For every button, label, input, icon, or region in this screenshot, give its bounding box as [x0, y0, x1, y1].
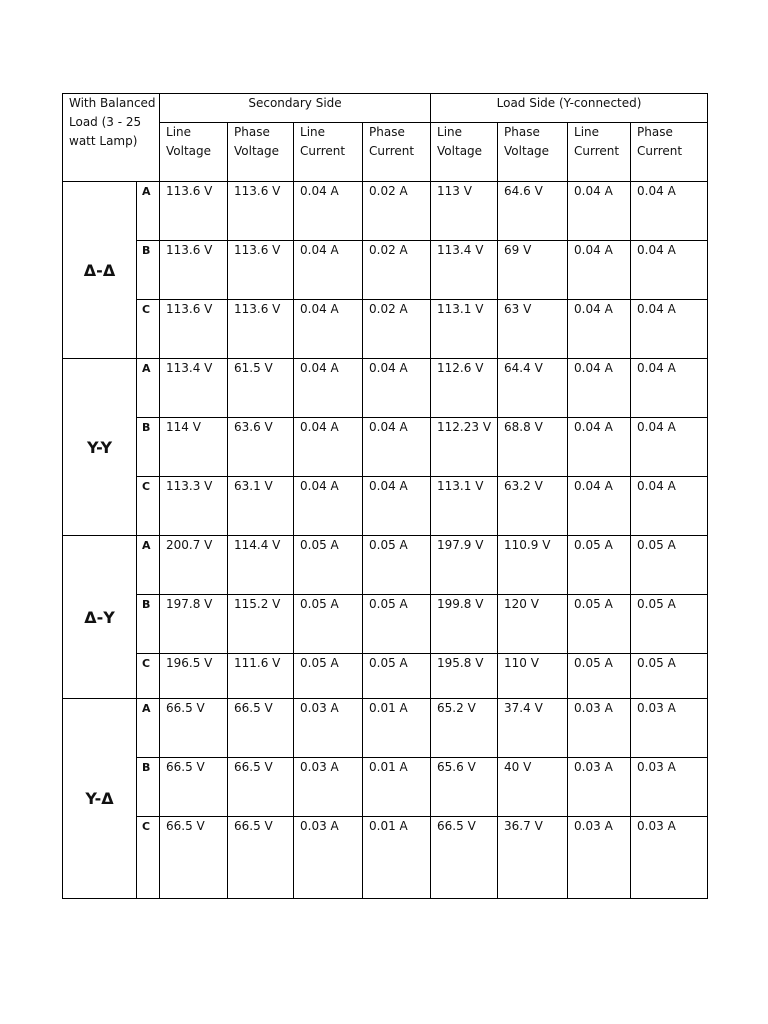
- column-header-row: [63, 123, 708, 182]
- value-cell: 0.04 A: [568, 359, 631, 418]
- value-cell: 0.05 A: [568, 654, 631, 699]
- value-cell: 0.05 A: [568, 536, 631, 595]
- value-cell: 0.02 A: [363, 300, 431, 359]
- value-cell: 0.04 A: [363, 418, 431, 477]
- value-cell: 113.6 V: [160, 300, 228, 359]
- value-cell: 66.5 V: [160, 758, 228, 817]
- value-cell: 196.5 V: [160, 654, 228, 699]
- corner-label: With Balanced Load (3 - 25 watt Lamp): [63, 94, 160, 182]
- value-cell: 0.05 A: [294, 536, 363, 595]
- value-cell: 66.5 V: [228, 699, 294, 758]
- phase-label: A: [137, 359, 160, 418]
- value-cell: 63.1 V: [228, 477, 294, 536]
- phase-label: C: [137, 817, 160, 899]
- table-row: [63, 699, 708, 758]
- table-row: [63, 241, 708, 300]
- value-cell: 0.02 A: [363, 241, 431, 300]
- phase-label: A: [137, 182, 160, 241]
- column-header: Line Voltage: [431, 123, 498, 182]
- table-row: [63, 817, 708, 899]
- value-cell: 0.03 A: [568, 699, 631, 758]
- value-cell: 0.04 A: [294, 241, 363, 300]
- phase-label: C: [137, 654, 160, 699]
- value-cell: 0.04 A: [631, 182, 708, 241]
- value-cell: 0.05 A: [631, 654, 708, 699]
- value-cell: 0.04 A: [631, 418, 708, 477]
- phase-label: B: [137, 595, 160, 654]
- value-cell: 0.04 A: [294, 359, 363, 418]
- value-cell: 65.2 V: [431, 699, 498, 758]
- value-cell: 0.02 A: [363, 182, 431, 241]
- value-cell: 0.04 A: [631, 359, 708, 418]
- value-cell: 199.8 V: [431, 595, 498, 654]
- table-row: [63, 758, 708, 817]
- value-cell: 197.8 V: [160, 595, 228, 654]
- configuration-label: Y-Δ: [63, 699, 137, 899]
- value-cell: 0.04 A: [568, 418, 631, 477]
- secondary-side-header: Secondary Side: [160, 94, 431, 123]
- value-cell: 0.04 A: [631, 300, 708, 359]
- value-cell: 115.2 V: [228, 595, 294, 654]
- configuration-label: Δ-Y: [63, 536, 137, 699]
- column-header: Phase Voltage: [228, 123, 294, 182]
- value-cell: 0.04 A: [294, 477, 363, 536]
- value-cell: 0.03 A: [631, 699, 708, 758]
- phase-label: B: [137, 418, 160, 477]
- value-cell: 0.04 A: [631, 477, 708, 536]
- value-cell: 113.6 V: [160, 241, 228, 300]
- value-cell: 113 V: [431, 182, 498, 241]
- value-cell: 0.05 A: [568, 595, 631, 654]
- value-cell: 112.23 V: [431, 418, 498, 477]
- value-cell: 112.6 V: [431, 359, 498, 418]
- table-row: [63, 359, 708, 418]
- value-cell: 0.04 A: [294, 182, 363, 241]
- value-cell: 113.6 V: [228, 241, 294, 300]
- group-header-row: [63, 94, 708, 123]
- phase-label: C: [137, 477, 160, 536]
- value-cell: 66.5 V: [228, 758, 294, 817]
- configuration-label: Δ-Δ: [63, 182, 137, 359]
- value-cell: 111.6 V: [228, 654, 294, 699]
- value-cell: 0.05 A: [363, 595, 431, 654]
- value-cell: 114 V: [160, 418, 228, 477]
- value-cell: 0.03 A: [568, 758, 631, 817]
- value-cell: 113.6 V: [228, 300, 294, 359]
- value-cell: 110.9 V: [498, 536, 568, 595]
- table-row: [63, 182, 708, 241]
- value-cell: 0.04 A: [568, 241, 631, 300]
- value-cell: 0.05 A: [294, 654, 363, 699]
- column-header: Phase Current: [631, 123, 708, 182]
- value-cell: 37.4 V: [498, 699, 568, 758]
- load-side-header: Load Side (Y-connected): [431, 94, 708, 123]
- measurements-table: [62, 93, 708, 899]
- column-header: Phase Voltage: [498, 123, 568, 182]
- value-cell: 0.05 A: [294, 595, 363, 654]
- value-cell: 63 V: [498, 300, 568, 359]
- value-cell: 0.04 A: [294, 418, 363, 477]
- value-cell: 0.04 A: [568, 182, 631, 241]
- value-cell: 61.5 V: [228, 359, 294, 418]
- value-cell: 0.03 A: [294, 817, 363, 899]
- table-row: [63, 536, 708, 595]
- table-body: [63, 182, 708, 899]
- value-cell: 114.4 V: [228, 536, 294, 595]
- value-cell: 113.4 V: [160, 359, 228, 418]
- value-cell: 0.01 A: [363, 758, 431, 817]
- value-cell: 110 V: [498, 654, 568, 699]
- column-header: Phase Current: [363, 123, 431, 182]
- phase-label: B: [137, 758, 160, 817]
- column-header: Line Voltage: [160, 123, 228, 182]
- value-cell: 0.05 A: [631, 595, 708, 654]
- table-row: [63, 477, 708, 536]
- value-cell: 0.01 A: [363, 817, 431, 899]
- value-cell: 113.4 V: [431, 241, 498, 300]
- value-cell: 113.1 V: [431, 300, 498, 359]
- value-cell: 66.5 V: [228, 817, 294, 899]
- value-cell: 0.03 A: [568, 817, 631, 899]
- value-cell: 195.8 V: [431, 654, 498, 699]
- value-cell: 66.5 V: [431, 817, 498, 899]
- phase-label: C: [137, 300, 160, 359]
- value-cell: 0.04 A: [631, 241, 708, 300]
- value-cell: 66.5 V: [160, 817, 228, 899]
- value-cell: 113.1 V: [431, 477, 498, 536]
- value-cell: 0.05 A: [363, 654, 431, 699]
- value-cell: 113.3 V: [160, 477, 228, 536]
- value-cell: 0.04 A: [294, 300, 363, 359]
- value-cell: 66.5 V: [160, 699, 228, 758]
- value-cell: 64.4 V: [498, 359, 568, 418]
- value-cell: 113.6 V: [228, 182, 294, 241]
- phase-label: A: [137, 699, 160, 758]
- phase-label: B: [137, 241, 160, 300]
- value-cell: 0.03 A: [631, 758, 708, 817]
- value-cell: 0.04 A: [363, 359, 431, 418]
- value-cell: 120 V: [498, 595, 568, 654]
- value-cell: 63.6 V: [228, 418, 294, 477]
- value-cell: 0.03 A: [294, 758, 363, 817]
- value-cell: 64.6 V: [498, 182, 568, 241]
- value-cell: 0.03 A: [294, 699, 363, 758]
- value-cell: 0.03 A: [631, 817, 708, 899]
- value-cell: 113.6 V: [160, 182, 228, 241]
- table-row: [63, 418, 708, 477]
- value-cell: 0.04 A: [363, 477, 431, 536]
- table-row: [63, 595, 708, 654]
- phase-label: A: [137, 536, 160, 595]
- value-cell: 0.01 A: [363, 699, 431, 758]
- value-cell: 0.04 A: [568, 300, 631, 359]
- value-cell: 0.05 A: [631, 536, 708, 595]
- value-cell: 63.2 V: [498, 477, 568, 536]
- value-cell: 197.9 V: [431, 536, 498, 595]
- configuration-label: Y-Y: [63, 359, 137, 536]
- value-cell: 200.7 V: [160, 536, 228, 595]
- value-cell: 40 V: [498, 758, 568, 817]
- table-row: [63, 654, 708, 699]
- column-header: Line Current: [294, 123, 363, 182]
- value-cell: 69 V: [498, 241, 568, 300]
- value-cell: 0.05 A: [363, 536, 431, 595]
- column-header: Line Current: [568, 123, 631, 182]
- value-cell: 36.7 V: [498, 817, 568, 899]
- table-row: [63, 300, 708, 359]
- value-cell: 0.04 A: [568, 477, 631, 536]
- value-cell: 68.8 V: [498, 418, 568, 477]
- value-cell: 65.6 V: [431, 758, 498, 817]
